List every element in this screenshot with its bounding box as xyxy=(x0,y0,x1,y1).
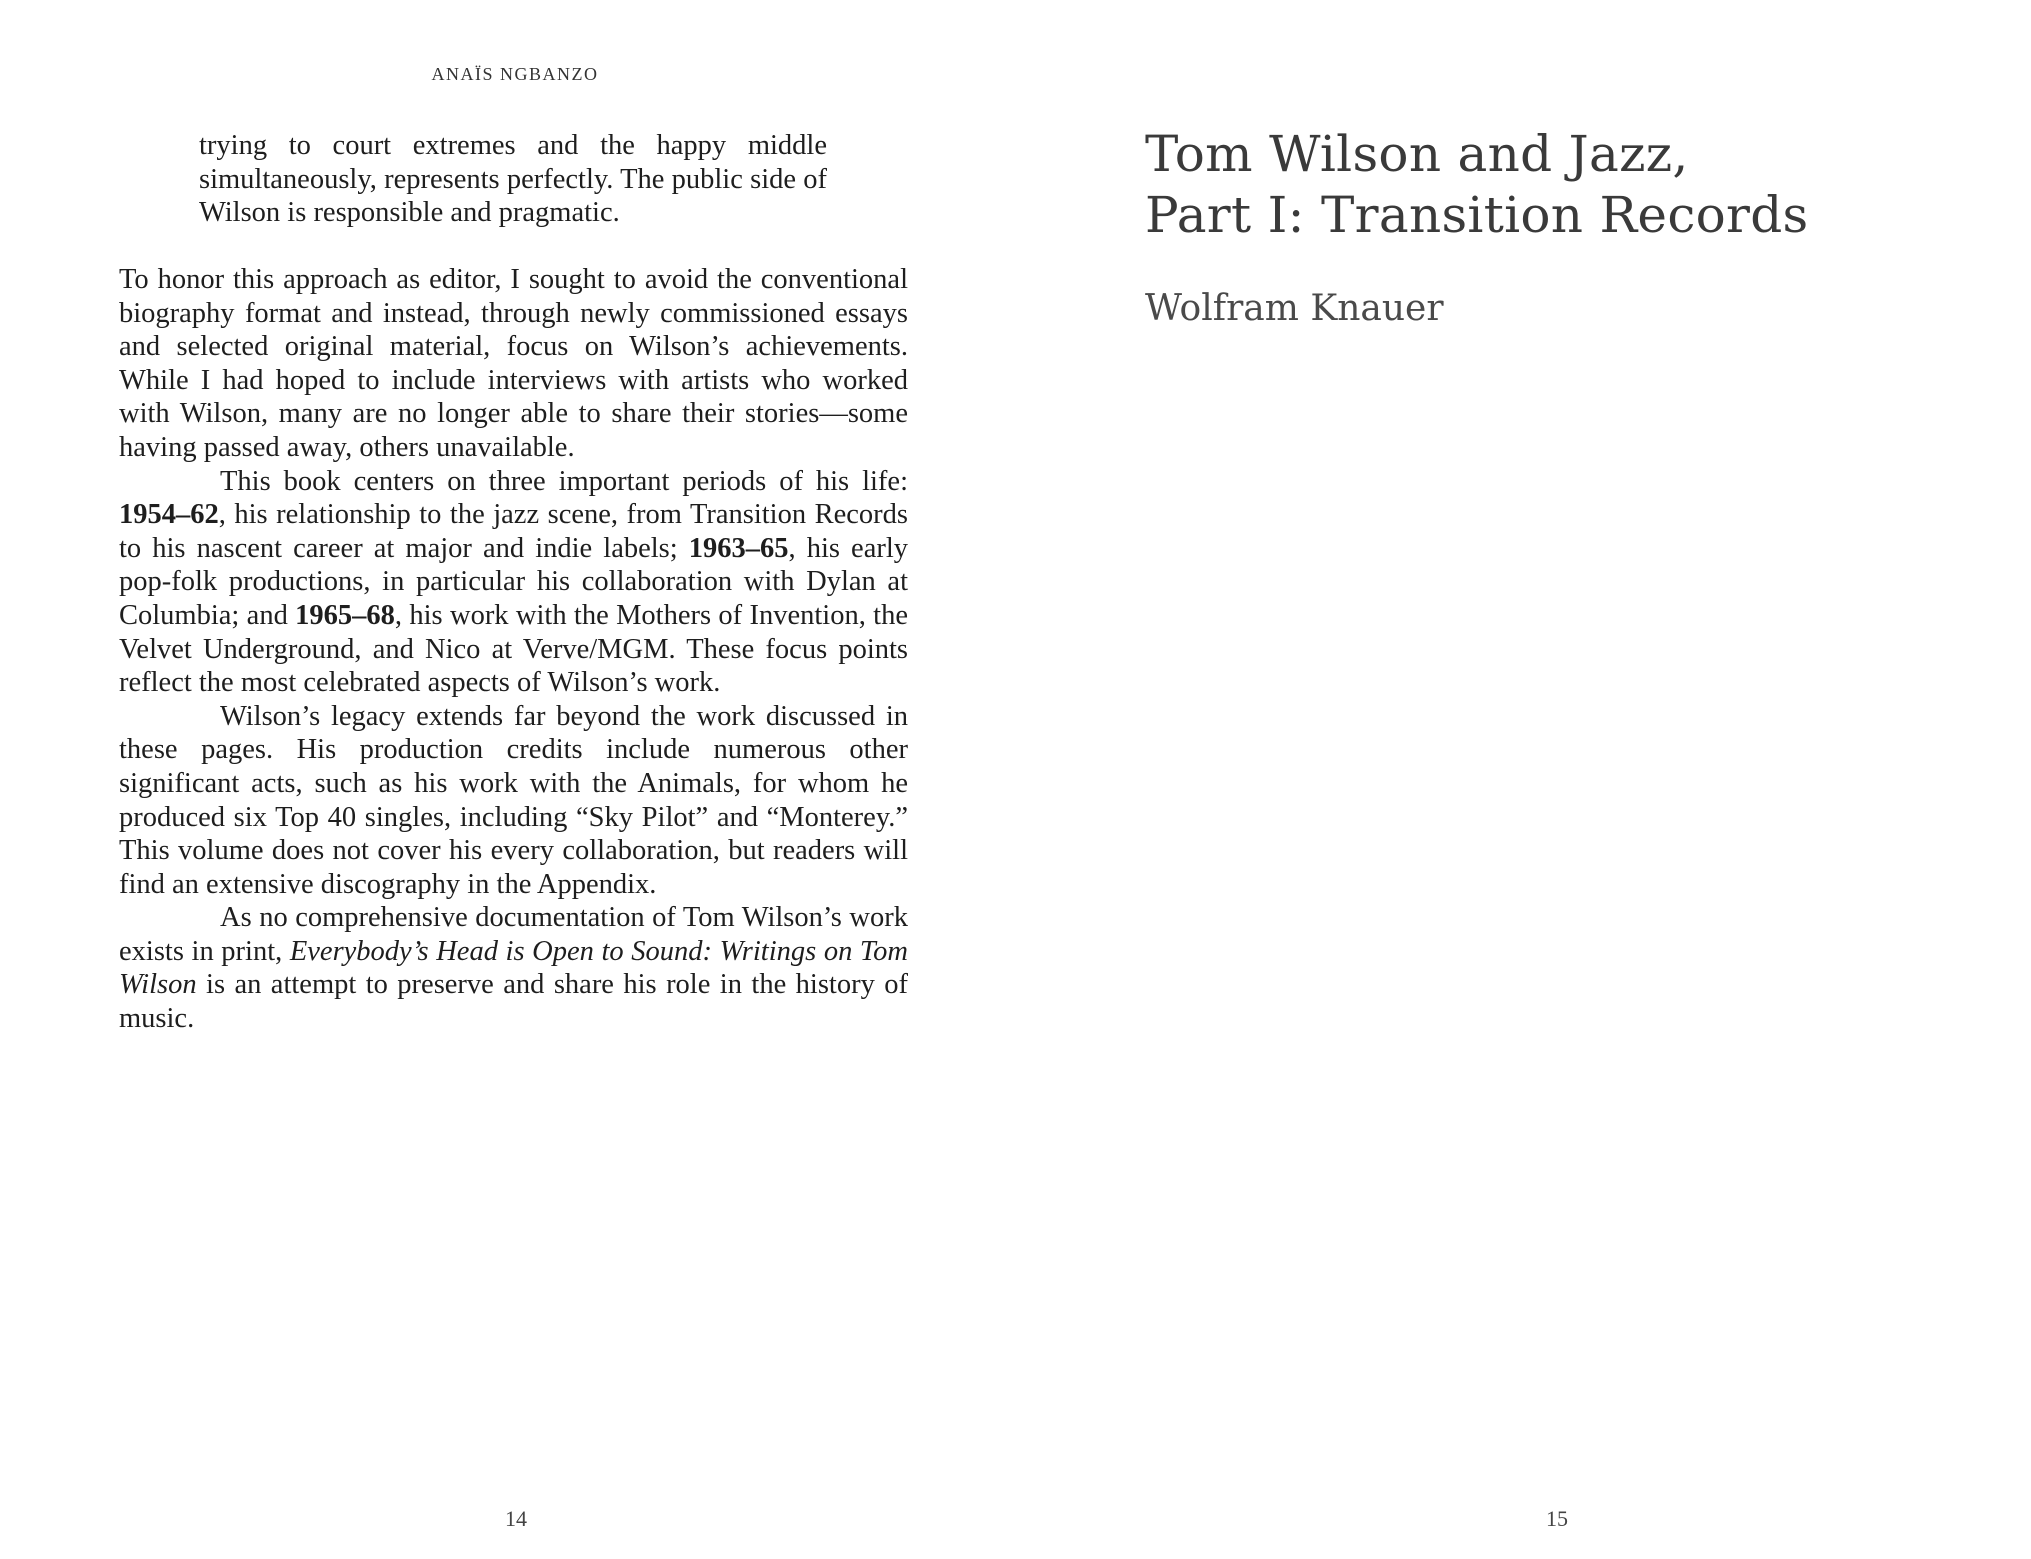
period-1963-65: 1963–65 xyxy=(688,532,789,564)
chapter-author: Wolfram Knauer xyxy=(1145,288,1444,329)
book-title-italic: Everybody’s Head is Open to Sound: Writings on Tom Wilson xyxy=(119,935,908,1001)
paragraph-3: Wilson’s legacy extends far beyond the work discussed in these pages. His production credits include numerous other significant acts, such as his work with the Animals, for whom he produced six Top 40 singles, including “Sky Pilot” and “Monterey.” This volume does not cover his every collaboration, but readers will find an extensive discography in the Appendix. xyxy=(119,700,908,900)
block-quote: trying to court extremes and the happy middle simultaneously, represents perfectly. The public side of Wilson is responsible and pragmatic. xyxy=(199,130,827,229)
chapter-title-line-2: Part I: Transition Records xyxy=(1145,186,1809,244)
main-text xyxy=(119,263,908,1036)
chapter-title xyxy=(1145,124,1809,246)
left-page xyxy=(0,0,1015,1559)
paragraph-1: To honor this approach as editor, I sought to avoid the conventional biography format and instead, through newly commissioned essays and selected original material, focus on Wilson’s achievements. While I had hoped to include interviews with artists who worked with Wilson, many are no longer able to share their stories—some having passed away, others unavailable. xyxy=(119,264,908,463)
page-number-left: 14 xyxy=(505,1506,527,1531)
page-number-right: 15 xyxy=(1546,1506,1568,1531)
right-page xyxy=(1015,0,2031,1559)
paragraph-4: As no comprehensive documentation of Tom Wilson’s work exists in print, Everybody’s Head is Open to Sound: Writings on Tom Wilson is an attempt to preserve and share his role in the history of music. xyxy=(119,902,908,1035)
paragraph-2: This book centers on three important periods of his life: 1954–62, his relationship to the jazz scene, from Transition Records to his nascent career at major and indie labels; 1963–65, his early pop-folk productions, in particular his collaboration with Dylan at Columbia; and 1965–68, his work with the Mothers of Invention, the Velvet Underground, and Nico at Verve/MGM. These focus points reflect the most celebrated aspects of Wilson’s work. xyxy=(119,465,908,699)
chapter-title-line-1: Tom Wilson and Jazz, xyxy=(1145,125,1689,183)
running-head: ANAÏS NGBANZO xyxy=(431,64,599,84)
period-1954-62: 1954–62 xyxy=(119,499,219,531)
period-1965-68: 1965–68 xyxy=(295,599,395,631)
